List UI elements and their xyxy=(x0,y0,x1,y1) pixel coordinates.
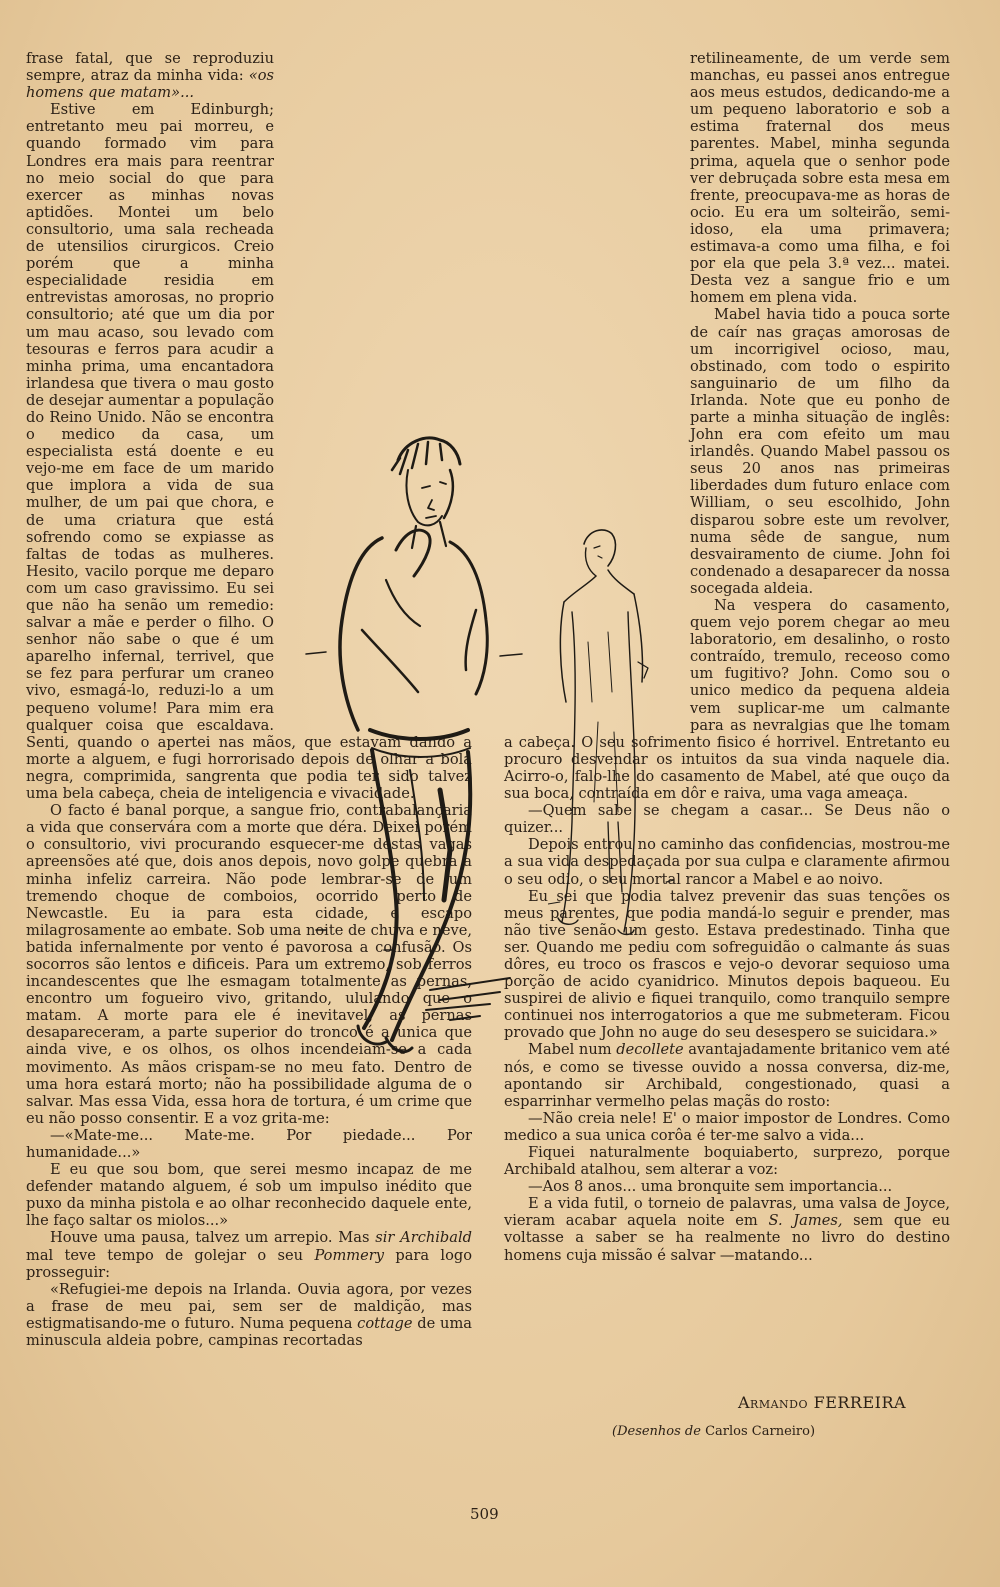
article-paragraph: Estive em Edinburgh; entretanto meu pai morreu, e quando formado vim para Londres era mais para reentrar no meio social do que para exercer as minhas novas aptidões. Montei um belo consultorio, uma sala recheada de utensilios cirurgicos. Creio porém que a minha especialidade residia em entrevistas amorosas, no proprio consultorio; até que um dia por um mau acaso, sou levado com tesouras e ferros para acudir a minha prima, uma encantadora irlandesa que tivera o mau gosto de desejar aumentar a população do Reino Unido. Não se encontra o medico da casa, um especialista está doente e eu vejo-me em face de um marido que implora a vida de sua mulher, de um pai que chora, e de uma criatura que está sofrendo como se expiasse as faltas de todas as mulheres. Hesito, vacilo porque me deparo com um caso gravissimo. Eu sei que não ha senão um remedio: salvar a mãe e perder o filho. O senhor não sabe o que é um aparelho infernal, terrivel, que se fez para perfurar um craneo vivo, esmagá-lo, reduzi-lo a um pequeno volume! Para mim era qualquer coisa que escaldava. Senti, quando o apertei nas mãos, que estavam dando a morte a alguem, e fugi horrorisado depois de olhar a bola negra, comprimida, sangrenta que podia ter sido talvez uma bela cabeça, cheia de inteligencia e vivacidade. xyxy=(26,101,472,803)
article-paragraph: Houve uma pausa, talvez um arrepio. Mas sir Archibald mal teve tempo de golejar o seu Pommery para logo prosseguir: xyxy=(26,1229,472,1281)
credits-artist: Carlos Carneiro) xyxy=(705,1424,816,1439)
article-paragraph: Na vespera do casamento, quem vejo porem chegar ao meu laboratorio, em desalinho, o rosto contraído, tremulo, receoso como um fugitivo? John. Como sou o unico medico da pequena aldeia vem suplicar-me um calmante para as nevralgias que lhe tomam a cabeça. O seu sofrimento fisico é horrivel. Entretanto eu procuro desvendar os intuitos da sua vinda naquele dia. Acirro-o, falo-lhe do casamento de Mabel, até que ouço da sua boca, contraída em dôr e raiva, uma vaga ameaça. xyxy=(504,597,950,803)
article-paragraph: E eu que sou bom, que serei mesmo incapaz de me defender matando alguem, é sob um impulso inédito que puxo da minha pistola e ao olhar reconhecido daquele ente, lhe faço saltar os miolos...» xyxy=(26,1161,472,1230)
article-paragraph: Mabel num decollete avantajadamente britanico vem até nós, e como se tivesse ouvido a nossa conversa, diz-me, apontando sir Archibald, congestionado, quasi a esparrinhar vermelho pelas maçãs do rosto: xyxy=(504,1041,950,1110)
article-paragraph: —Não creia nele! E' o maior impostor de Londres. Como medico a sua unica corôa é ter-me salvo a vida... xyxy=(504,1109,950,1144)
standing-woman-drawing xyxy=(548,522,678,952)
illustration-credits xyxy=(612,1424,815,1439)
article-paragraph: «Refugiei-me depois na Irlanda. Ouvia agora, por vezes a frase de meu pai, sem ser de maldição, mas estigmatisando-me o futuro. Numa pequena cottage de uma minuscula aldeia pobre, campinas recortadas xyxy=(26,1280,472,1350)
article-paragraph: —Quem sabe se chegam a casar... Se Deus não o quizer... xyxy=(504,802,950,837)
article-paragraph: retilineamente, de um verde sem manchas, eu passei anos entregue aos meus estudos, dedicando-me a um pequeno laboratorio e sob a estima fraternal dos meus parentes. Mabel, minha segunda prima, aquela que o senhor pode ver debruçada sobre esta mesa em frente, preocupava-me as horas de ocio. Eu era um solteirão, semi-idoso, ela uma primavera; estimava-a como uma filha, e foi por ela que pela 3.ª vez... matei. Desta vez a sangue frio e um homem em plena vida. xyxy=(690,50,950,307)
article-paragraph: O facto é banal porque, a sangue frio, contrabalançaria a vida que conservára com a morte que déra. Deixei porém o consultorio, vivi procurando esquecer-me destas vagas apreensões até que, dois anos depois, novo golpe quebra a minha infeliz carreira. Não pode lembrar-se de um tremendo choque de comboios, ocorrido perto de Newcastle. Eu ia para esta cidade, e escapo milagrosamente ao embate. Sob uma noite de chuva e neve, batida infernalmente por vento é pavorosa a confusão. Os socorros são lentos e dificeis. Para um extremo, sob ferros incandescentes que lhe esmagam totalmente as pernas, encontro um fogueiro vivo, gritando, ululando que o matam. A morte para ele é inevitavel; as pernas desapareceram, a parte superior do tronco é a unica que ainda vive, e os olhos, os olhos incendeiam-se a cada movimento. As mãos crispam-se no meu fato. Dentro de uma hora estará morto; não ha possibilidade alguma de o salvar. Mas essa Vida, essa hora de tortura, é um crime que eu não posso consentir. E a voz grita-me: xyxy=(26,802,472,1127)
credits-prefix: (Desenhos de xyxy=(612,1424,701,1439)
article-paragraph: Mabel havia tido a pouca sorte de caír nas graças amorosas de um incorrigivel ocioso, mau, obstinado, com todo o espirito sanguinario de um filho da Irlanda. Note que eu ponho de parte a minha situação de inglês: John era com efeito um mau irlandês. Quando Mabel passou os seus 20 anos nas primeiras liberdades dum futuro enlace com William, o seu escolhido, John disparou sobre este um revolver, numa sêde de sangue, num desvairamento de ciume. John foi condenado a desaparecer da nossa socegada aldeia. xyxy=(690,306,950,597)
author-signature: Armando FERREIRA xyxy=(738,1393,907,1412)
article-paragraph: Eu sei que podia talvez prevenir das suas tenções os meus parentes, que podia mandá-lo seguir e prender, mas não tive senão um gesto. Estava predestinado. Tinha que ser. Quando me pediu com sofreguidão o calmante ás suas dôres, eu troco os frascos e vejo-o devorar sequioso uma porção de acido cyanidrico. Minutos depois baqueou. Eu suspirei de alivio e fiquei tranquilo, como tranquilo sempre continuei nos interrogatorios a que me submeteram. Ficou provado que John no auge do seu desespero se suicidara.» xyxy=(504,887,950,1042)
article-paragraph: —Aos 8 anos... uma bronquite sem importancia... xyxy=(528,1178,893,1196)
article-paragraph: Depois entrou no caminho das confidencias, mostrou-me a sua vida despedaçada por sua culpa e claramente afirmou o seu odio, o seu mortal rancor a Mabel e ao noivo. xyxy=(504,836,950,888)
standing-man-drawing xyxy=(300,430,530,1070)
article-paragraph: —«Mate-me... Mate-me. Por piedade... Por humanidade...» xyxy=(26,1126,472,1161)
article-paragraph: Fiquei naturalmente boquiaberto, surprezo, porque Archibald atalhou, sem alterar a voz: xyxy=(504,1144,950,1179)
article-paragraph: frase fatal, que se reproduziu sempre, atraz da minha vida: «os homens que matam»... xyxy=(26,50,274,102)
page-number: 509 xyxy=(470,1505,499,1523)
article-paragraph: E a vida futil, o torneio de palavras, uma valsa de Joyce, vieram acabar aquela noite em S. James, sem que eu voltasse a saber se ha realmente no livro do destino homens cuja missão é salvar —matando... xyxy=(504,1195,950,1264)
